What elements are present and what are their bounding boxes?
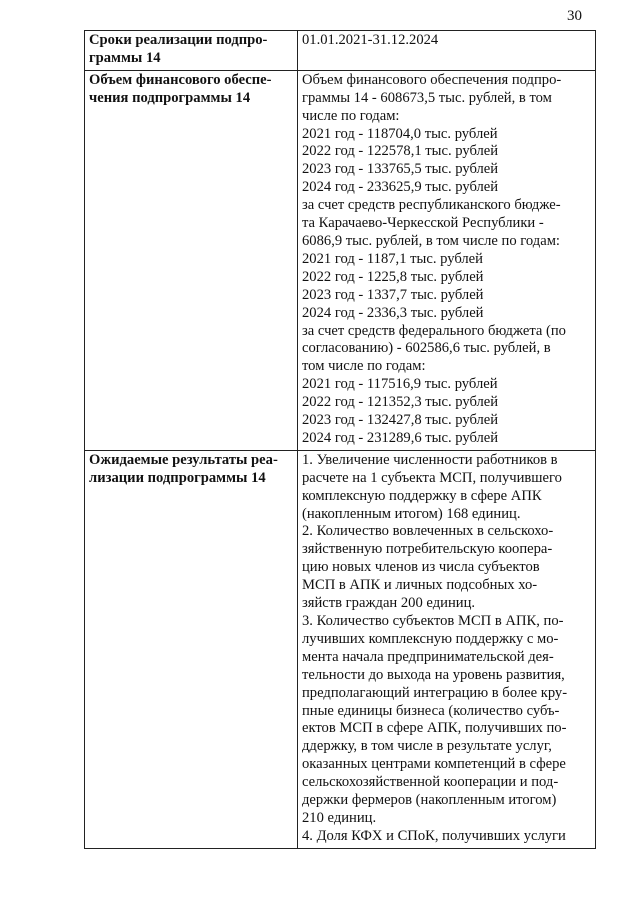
row-value-expected-results <box>298 450 596 848</box>
value-line: оказанных центрами компетенций в сфере <box>302 756 566 773</box>
value-line: цию новых членов из числа субъектов <box>302 559 540 576</box>
value-line: ектов МСП в сфере АПК, получивших по- <box>302 720 567 737</box>
subprogram-passport-table <box>84 30 596 849</box>
value-line: пные единицы бизнеса (количество субъ- <box>302 702 560 719</box>
value-line: (накопленным итогом) 168 единиц. <box>302 505 521 522</box>
value-line: 2024 год - 2336,3 тыс. рублей <box>302 304 484 321</box>
value-line: 2021 год - 1187,1 тыс. рублей <box>302 250 483 267</box>
label-line: Объем финансового обеспе- <box>89 71 272 88</box>
value-line: держки фермеров (накопленным итогом) <box>302 792 557 809</box>
value-line: 2024 год - 233625,9 тыс. рублей <box>302 179 499 196</box>
value-line: сельскохозяйственной кооперации и под- <box>302 774 559 791</box>
value-line: 2023 год - 1337,7 тыс. рублей <box>302 286 484 303</box>
value-line: расчете на 1 субъекта МСП, получившего <box>302 469 562 486</box>
value-line: 2022 год - 121352,3 тыс. рублей <box>302 394 499 411</box>
value-line: 2022 год - 1225,8 тыс. рублей <box>302 268 484 285</box>
value-line: 2024 год - 231289,6 тыс. рублей <box>302 429 499 446</box>
value-line: мента начала предпринимательской дея- <box>302 648 554 665</box>
value-line: зяйственную потребительскую коопера- <box>302 541 553 558</box>
table-row-expected-results <box>85 450 596 848</box>
value-line: числе по годам: <box>302 107 400 124</box>
row-value-implementation-period <box>298 31 596 71</box>
value-line: 4. Доля КФХ и СПоК, получивших услуги <box>302 827 566 844</box>
label-line: чения подпрограммы 14 <box>89 89 251 106</box>
row-label-expected-results <box>85 450 298 848</box>
label-line: граммы 14 <box>89 49 161 66</box>
value-line: за счет средств федерального бюджета (по <box>302 322 566 339</box>
value-line: 6086,9 тыс. рублей, в том числе по годам: <box>302 232 560 249</box>
value-line: предполагающий интеграцию в более кру- <box>302 684 568 701</box>
value-line: согласованию) - 602586,6 тыс. рублей, в <box>302 340 551 357</box>
table-row-funding-volume <box>85 70 596 450</box>
value-line: том числе по годам: <box>302 358 426 375</box>
row-value-funding-volume <box>298 70 596 450</box>
value-line: та Карачаево-Черкесской Республики - <box>302 215 544 232</box>
value-line: зяйств граждан 200 единиц. <box>302 595 476 612</box>
value-line: 2022 год - 122578,1 тыс. рублей <box>302 143 499 160</box>
value-line: 2021 год - 117516,9 тыс. рублей <box>302 376 498 393</box>
value-line: 1. Увеличение численности работников в <box>302 451 558 468</box>
value-line: 2023 год - 132427,8 тыс. рублей <box>302 412 499 429</box>
value-line: за счет средств республиканского бюдже- <box>302 197 561 214</box>
value-line: МСП в АПК и личных подсобных хо- <box>302 577 538 594</box>
page-number: 30 <box>567 8 582 24</box>
label-line: Ожидаемые результаты реа- <box>89 451 278 468</box>
value-line: лучивших комплексную поддержку с мо- <box>302 630 559 647</box>
row-label-implementation-period <box>85 31 298 71</box>
value-line: тельности до выхода на уровень развития, <box>302 666 565 683</box>
row-label-funding-volume <box>85 70 298 450</box>
value-line: граммы 14 - 608673,5 тыс. рублей, в том <box>302 89 552 106</box>
value-line: комплексную поддержку в сфере АПК <box>302 487 542 504</box>
value-line: 210 единиц. <box>302 809 377 826</box>
value-line: 01.01.2021-31.12.2024 <box>302 32 439 48</box>
value-line: 2. Количество вовлеченных в сельскохо- <box>302 523 554 540</box>
value-line: 3. Количество субъектов МСП в АПК, по- <box>302 613 564 629</box>
value-line: ддержку, в том числе в результате услуг, <box>302 738 552 755</box>
label-line: лизации подпрограммы 14 <box>89 469 266 486</box>
value-line: Объем финансового обеспечения подпро- <box>302 71 562 88</box>
value-line: 2023 год - 133765,5 тыс. рублей <box>302 161 499 178</box>
table-row-implementation-period <box>85 31 596 71</box>
value-line: 2021 год - 118704,0 тыс. рублей <box>302 125 498 142</box>
label-line: Сроки реализации подпро- <box>89 32 268 48</box>
